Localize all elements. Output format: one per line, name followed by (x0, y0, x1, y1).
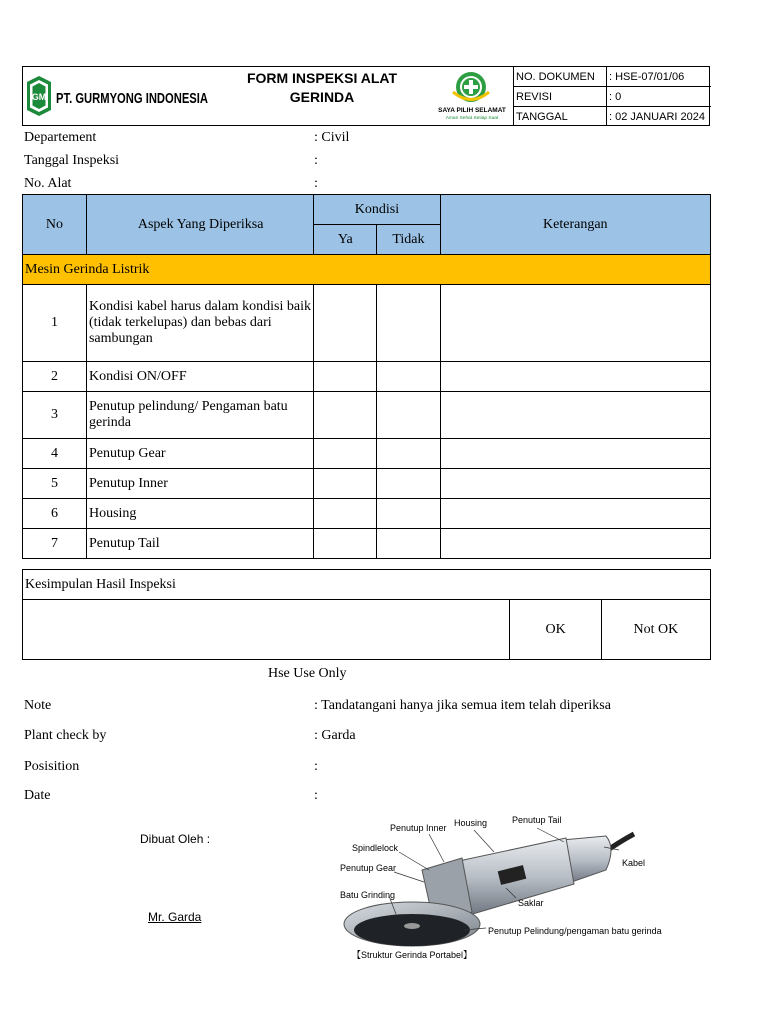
form-title-line2: GERINDA (289, 89, 355, 105)
meta-value: : HSE-07/01/06 (607, 67, 712, 87)
info-label-departement: Departement (24, 130, 97, 145)
label-saklar: Saklar (518, 898, 544, 908)
header-no: No (23, 195, 87, 255)
label-penutup-gear: Penutup Gear (340, 863, 397, 873)
angle-grinder-icon (334, 812, 682, 964)
check-tidak-cell[interactable] (377, 285, 440, 362)
check-ya-cell[interactable] (314, 439, 377, 469)
table-row (23, 529, 711, 559)
hse-label-date: Date (24, 788, 51, 803)
header-tidak: Tidak (377, 225, 440, 255)
check-ya-cell[interactable] (314, 285, 377, 362)
section-row (23, 255, 711, 285)
check-ya-cell[interactable] (314, 499, 377, 529)
table-row (23, 469, 711, 499)
info-value-tanggal[interactable]: : (314, 153, 318, 168)
label-spindlelock: Spindlelock (352, 843, 399, 853)
document-meta (513, 67, 711, 125)
hse-value-note: : Tandatangani hanya jika semua item telah diperiksa (314, 698, 611, 713)
conclusion-notes-cell[interactable] (23, 600, 510, 660)
logo-mark: GM (31, 92, 47, 102)
row-no: 1 (23, 285, 87, 362)
grinder-diagram (334, 812, 682, 964)
header-kondisi: Kondisi (314, 195, 440, 225)
row-aspek: Housing (86, 499, 313, 529)
gm-logo-icon (23, 67, 213, 125)
meta-value: : 02 JANUARI 2024 (609, 110, 705, 123)
label-batu-grinding: Batu Grinding (340, 890, 396, 900)
header-ya: Ya (314, 225, 377, 255)
meta-row (514, 67, 711, 87)
row-aspek: Kondisi kabel harus dalam kondisi baik (tidak terkelupas) dan bebas dari sambungan (86, 285, 313, 362)
table-row (23, 392, 711, 439)
keterangan-cell[interactable] (440, 439, 710, 469)
row-aspek: Penutup Tail (86, 529, 313, 559)
table-row (23, 285, 711, 362)
label-pelindung: Penutup Pelindung/pengaman batu gerinda (488, 926, 662, 936)
badge-subtext: Aman Sehat Setiap Saat (445, 116, 499, 121)
hse-label-note: Note (24, 698, 52, 713)
check-ya-cell[interactable] (314, 362, 377, 392)
label-kabel: Kabel (622, 858, 646, 868)
check-tidak-cell[interactable] (377, 362, 440, 392)
row-aspek: Penutup pelindung/ Pengaman batu gerinda (86, 392, 313, 439)
row-aspek: Penutup Inner (86, 469, 313, 499)
meta-row (514, 87, 711, 107)
made-by-label: Dibuat Oleh : (140, 832, 211, 846)
conclusion-ok[interactable]: OK (510, 600, 601, 660)
company-name: PT. GURMYONG INDONESIA (56, 91, 209, 107)
label-housing: Housing (454, 818, 488, 828)
keterangan-cell[interactable] (440, 469, 710, 499)
hse-title: Hse Use Only (268, 666, 347, 681)
inspection-table (22, 194, 711, 559)
keterangan-cell[interactable] (440, 529, 710, 559)
conclusion-title: Kesimpulan Hasil Inspeksi (23, 570, 711, 600)
form-title-line1: FORM INSPEKSI ALAT (246, 70, 398, 86)
company-logo (23, 67, 213, 125)
check-tidak-cell[interactable] (377, 529, 440, 559)
row-no: 5 (23, 469, 87, 499)
hse-label-plant-check: Plant check by (24, 728, 107, 743)
keterangan-cell[interactable] (440, 392, 710, 439)
document-header (22, 66, 710, 126)
badge-text: SAYA PILIH SELAMAT (438, 107, 506, 114)
row-no: 6 (23, 499, 87, 529)
row-no: 2 (23, 362, 87, 392)
row-no: 7 (23, 529, 87, 559)
info-value-departement[interactable]: : Civil (314, 130, 350, 145)
info-label-tanggal: Tanggal Inspeksi (24, 153, 120, 168)
meta-label: TANGGAL (514, 107, 607, 127)
label-penutup-tail: Penutup Tail (512, 815, 562, 825)
row-aspek: Penutup Gear (86, 439, 313, 469)
row-no: 3 (23, 392, 87, 439)
check-ya-cell[interactable] (314, 529, 377, 559)
check-ya-cell[interactable] (314, 392, 377, 439)
row-no: 4 (23, 439, 87, 469)
header-aspek: Aspek Yang Diperiksa (86, 195, 313, 255)
safety-badge (431, 67, 513, 125)
check-ya-cell[interactable] (314, 469, 377, 499)
info-value-no-alat[interactable]: : (314, 176, 318, 191)
row-aspek: Kondisi ON/OFF (86, 362, 313, 392)
keterangan-cell[interactable] (440, 285, 710, 362)
hse-label-position: Posisition (24, 759, 80, 774)
hse-value-position[interactable]: : (314, 759, 318, 774)
check-tidak-cell[interactable] (377, 439, 440, 469)
meta-value: : 0 (607, 87, 712, 107)
table-row (23, 439, 711, 469)
check-tidak-cell[interactable] (377, 392, 440, 439)
conclusion-not-ok[interactable]: Not OK (601, 600, 710, 660)
info-label-no-alat: No. Alat (24, 176, 72, 191)
conclusion-table (22, 569, 711, 660)
hse-value-plant-check[interactable]: : Garda (314, 728, 356, 743)
signature-name: Mr. Garda (148, 910, 202, 924)
meta-label: REVISI (514, 87, 607, 107)
check-tidak-cell[interactable] (377, 499, 440, 529)
label-penutup-inner: Penutup Inner (390, 823, 447, 833)
keterangan-cell[interactable] (440, 362, 710, 392)
table-row (23, 499, 711, 529)
form-title (213, 67, 431, 125)
hse-value-date[interactable]: : (314, 788, 318, 803)
meta-row (514, 107, 711, 127)
check-tidak-cell[interactable] (377, 469, 440, 499)
diagram-caption: 【Struktur Gerinda Portabel】 (352, 950, 473, 960)
table-row (23, 362, 711, 392)
meta-label: NO. DOKUMEN (514, 67, 607, 87)
header-keterangan: Keterangan (440, 195, 710, 255)
section-title: Mesin Gerinda Listrik (23, 255, 711, 285)
keterangan-cell[interactable] (440, 499, 710, 529)
